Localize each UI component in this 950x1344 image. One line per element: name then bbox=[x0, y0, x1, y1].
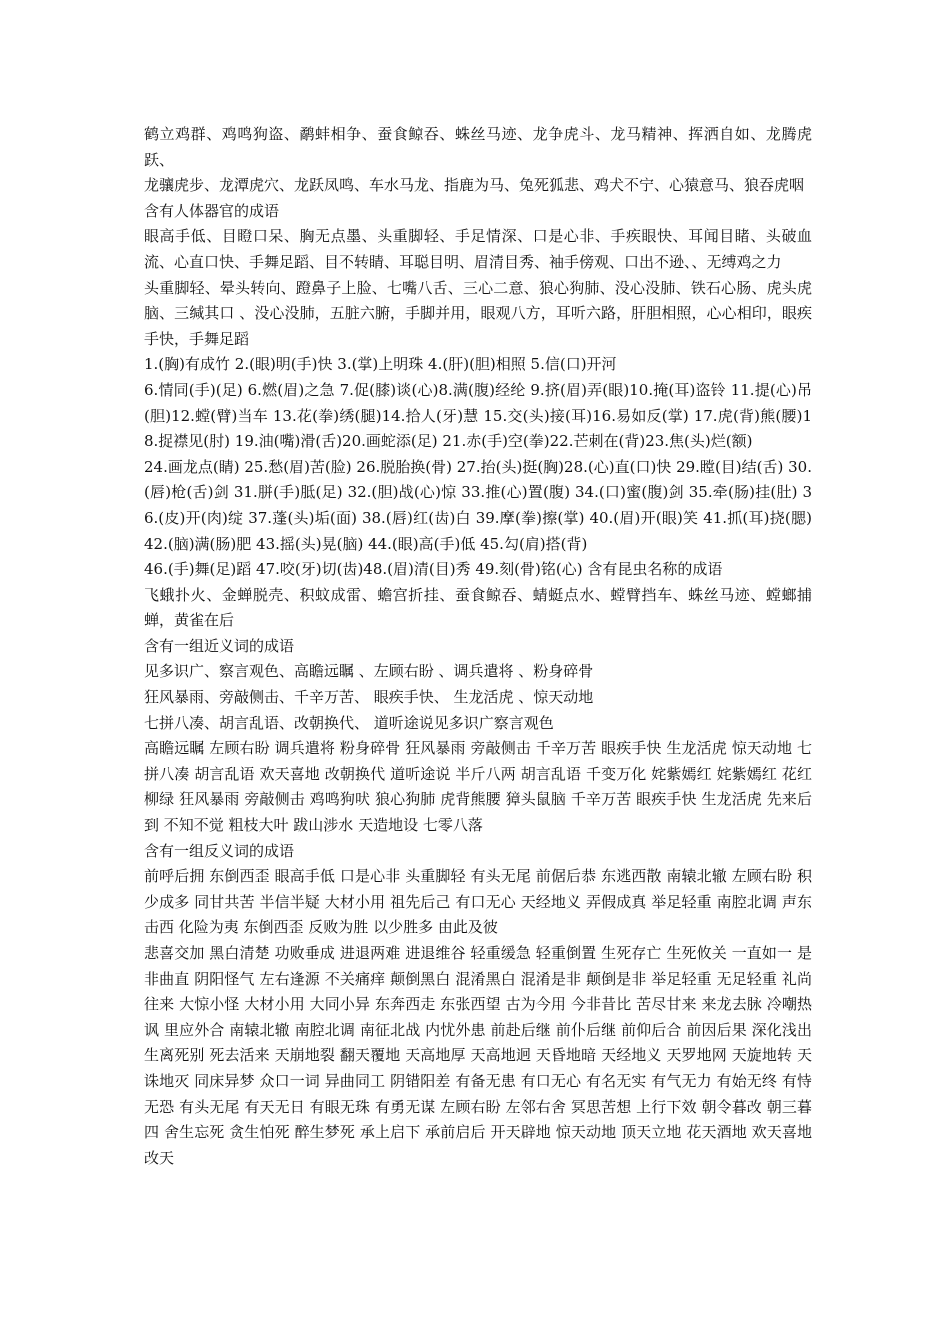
heading-synonym-idioms: 含有一组近义词的成语 bbox=[144, 636, 295, 655]
document-body bbox=[144, 122, 812, 1171]
paragraph-animal-idioms-2: 龙骧虎步、龙潭虎穴、龙跃凤鸣、车水马龙、指鹿为马、兔死狐悲、鸡犬不宁、心猿意马、狼吞虎咽 bbox=[144, 176, 805, 195]
paragraph-numbered-idioms-4: 46.(手)舞(足)蹈 47.咬(牙)切(齿)48.(眉)清(目)秀 49.刻(骨)铭(心) 含有昆虫名称的成语 bbox=[144, 560, 723, 579]
heading-body-organ-idioms: 含有人体器官的成语 bbox=[144, 201, 280, 220]
paragraph-synonym-idioms-2: 狂风暴雨、旁敲侧击、千辛万苦、 眼疾手快、 生龙活虎 、惊天动地 bbox=[144, 688, 594, 707]
paragraph-body-organ-idioms-2: 头重脚轻、晕头转向、蹬鼻子上脸、七嘴八舌、三心二意、狼心狗肺、没心没肺、铁石心肠、虎头虎脑、三缄其口 、没心没肺，五脏六腑，手脚并用，眼观八方，耳听六路，肝胆相照，心心相印，眼疾手快，手舞足蹈 bbox=[144, 278, 812, 348]
paragraph-insect-idioms: 飞蛾扑火、金蝉脱壳、积蚊成雷、蟾宫折挂、蚕食鲸吞、蜻蜓点水、螳臂挡车、蛛丝马迹、螳螂捕蝉，黄雀在后 bbox=[144, 585, 812, 630]
paragraph-animal-idioms-1: 鹤立鸡群、鸡鸣狗盗、鹬蚌相争、蚕食鲸吞、蛛丝马迹、龙争虎斗、龙马精神、挥洒自如、龙腾虎跃、 bbox=[144, 125, 812, 169]
paragraph-synonym-idioms-3: 七拼八凑、胡言乱语、改朝换代、 道听途说见多识广察言观色 bbox=[144, 713, 554, 732]
paragraph-synonym-idioms-1: 见多识广、察言观色、高瞻远瞩 、左顾右盼 、调兵遣将 、粉身碎骨 bbox=[144, 662, 594, 681]
paragraph-numbered-idioms-3: 24.画龙点(睛) 25.愁(眉)苦(脸) 26.脱胎换(骨) 27.抬(头)挺(胸)28.(心)直(口)快 29.瞠(目)结(舌) 30.(唇)枪(舌)剑 31.胼(手)胝(足) 32.(胆)战(心)惊 33.推(心)置(腹) 34.(口)蜜(腹)剑 35.牵(肠)挂(肚) 36.(皮)开(肉)绽 37.蓬(头)垢(面) 38.(唇)红(齿)白 39.摩(拳)擦(掌) 40.(眉)开(眼)笑 41.抓(耳)挠(腮) 42.(脑)满(肠)肥 43.摇(头)晃(脑) 44.(眼)高(手)低 45.勾(肩)搭(背) bbox=[144, 457, 812, 553]
heading-antonym-idioms: 含有一组反义词的成语 bbox=[144, 841, 295, 860]
paragraph-body-organ-idioms-1: 眼高手低、目瞪口呆、胸无点墨、头重脚轻、手足情深、口是心非、手疾眼快、耳闻目睹、头破血流、心直口快、手舞足蹈、目不转睛、耳聪目明、眉清目秀、袖手傍观、口出不逊、、无缚鸡之力 bbox=[144, 227, 812, 271]
paragraph-numbered-idioms-2: 6.情同(手)(足) 6.燃(眉)之急 7.促(膝)谈(心)8.满(腹)经纶 9.挤(眉)弄(眼)10.掩(耳)盗铃 11.提(心)吊(胆)12.螳(臂)当车 13.花(拳)绣(腿)14.拾人(牙)慧 15.交(头)接(耳)16.易如反(掌) 17.虎(背)熊(腰)18.捉襟见(肘) 19.油(嘴)滑(舌)20.画蛇添(足) 21.赤(手)空(拳)22.芒刺在(背)23.焦(头)烂(额) bbox=[144, 380, 812, 451]
paragraph-antonym-idioms-1: 前呼后拥 东倒西歪 眼高手低 口是心非 头重脚轻 有头无尾 前倨后恭 东逃西散 南辕北辙 左顾右盼 积少成多 同甘共苦 半信半疑 大材小用 祖先后己 有口无心 天经地义 弄假成真 举足轻重 南腔北调 声东击西 化险为夷 东倒西歪 反败为胜 以少胜多 由此及彼 bbox=[144, 867, 812, 937]
paragraph-antonym-idioms-2: 悲喜交加 黑白清楚 功败垂成 进退两难 进退维谷 轻重缓急 轻重倒置 生死存亡 生死攸关 一直如一 是非曲直 阴阳怪气 左右逢源 不关痛痒 颠倒黑白 混淆黑白 混淆是非 颠倒是非 举足轻重 无足轻重 礼尚往来 大惊小怪 大材小用 大同小异 东奔西走 东张西望 古为今用 今非昔比 苦尽甘来 来龙去脉 冷嘲热讽 里应外合 南辕北辙 南腔北调 南征北战 内忧外患 前赴后继 前仆后继 前仰后合 前因后果 深化浅出 生离死别 死去活来 天崩地裂 翻天覆地 天高地厚 天高地迥 天昏地暗 天经地义 天罗地网 天旋地转 天诛地灭 同床异梦 众口一词 异曲同工 阴错阳差 有备无患 有口无心 有名无实 有气无力 有始无终 有恃无恐 有头无尾 有天无日 有眼无珠 有勇无谋 左顾右盼 左邻右舍 冥思苦想 上行下效 朝令暮改 朝三暮四 舍生忘死 贪生怕死 醉生梦死 承上启下 承前启后 开天辟地 惊天动地 顶天立地 花天酒地 欢天喜地 改天 bbox=[144, 944, 812, 1167]
paragraph-synonym-idioms-4: 高瞻远瞩 左顾右盼 调兵遣将 粉身碎骨 狂风暴雨 旁敲侧击 千辛万苦 眼疾手快 生龙活虎 惊天动地 七拼八凑 胡言乱语 欢天喜地 改朝换代 道听途说 半斤八两 胡言乱语 千变万化 姹紫嫣红 姹紫嫣红 花红柳绿 狂风暴雨 旁敲侧击 鸡鸣狗吠 狼心狗肺 虎背熊腰 獐头鼠脑 千辛万苦 眼疾手快 生龙活虎 先来后到 不知不觉 粗枝大叶 跋山涉水 天造地设 七零八落 bbox=[144, 739, 812, 835]
paragraph-numbered-idioms-1: 1.(胸)有成竹 2.(眼)明(手)快 3.(掌)上明珠 4.(肝)(胆)相照 5.信(口)开河 bbox=[144, 355, 617, 374]
